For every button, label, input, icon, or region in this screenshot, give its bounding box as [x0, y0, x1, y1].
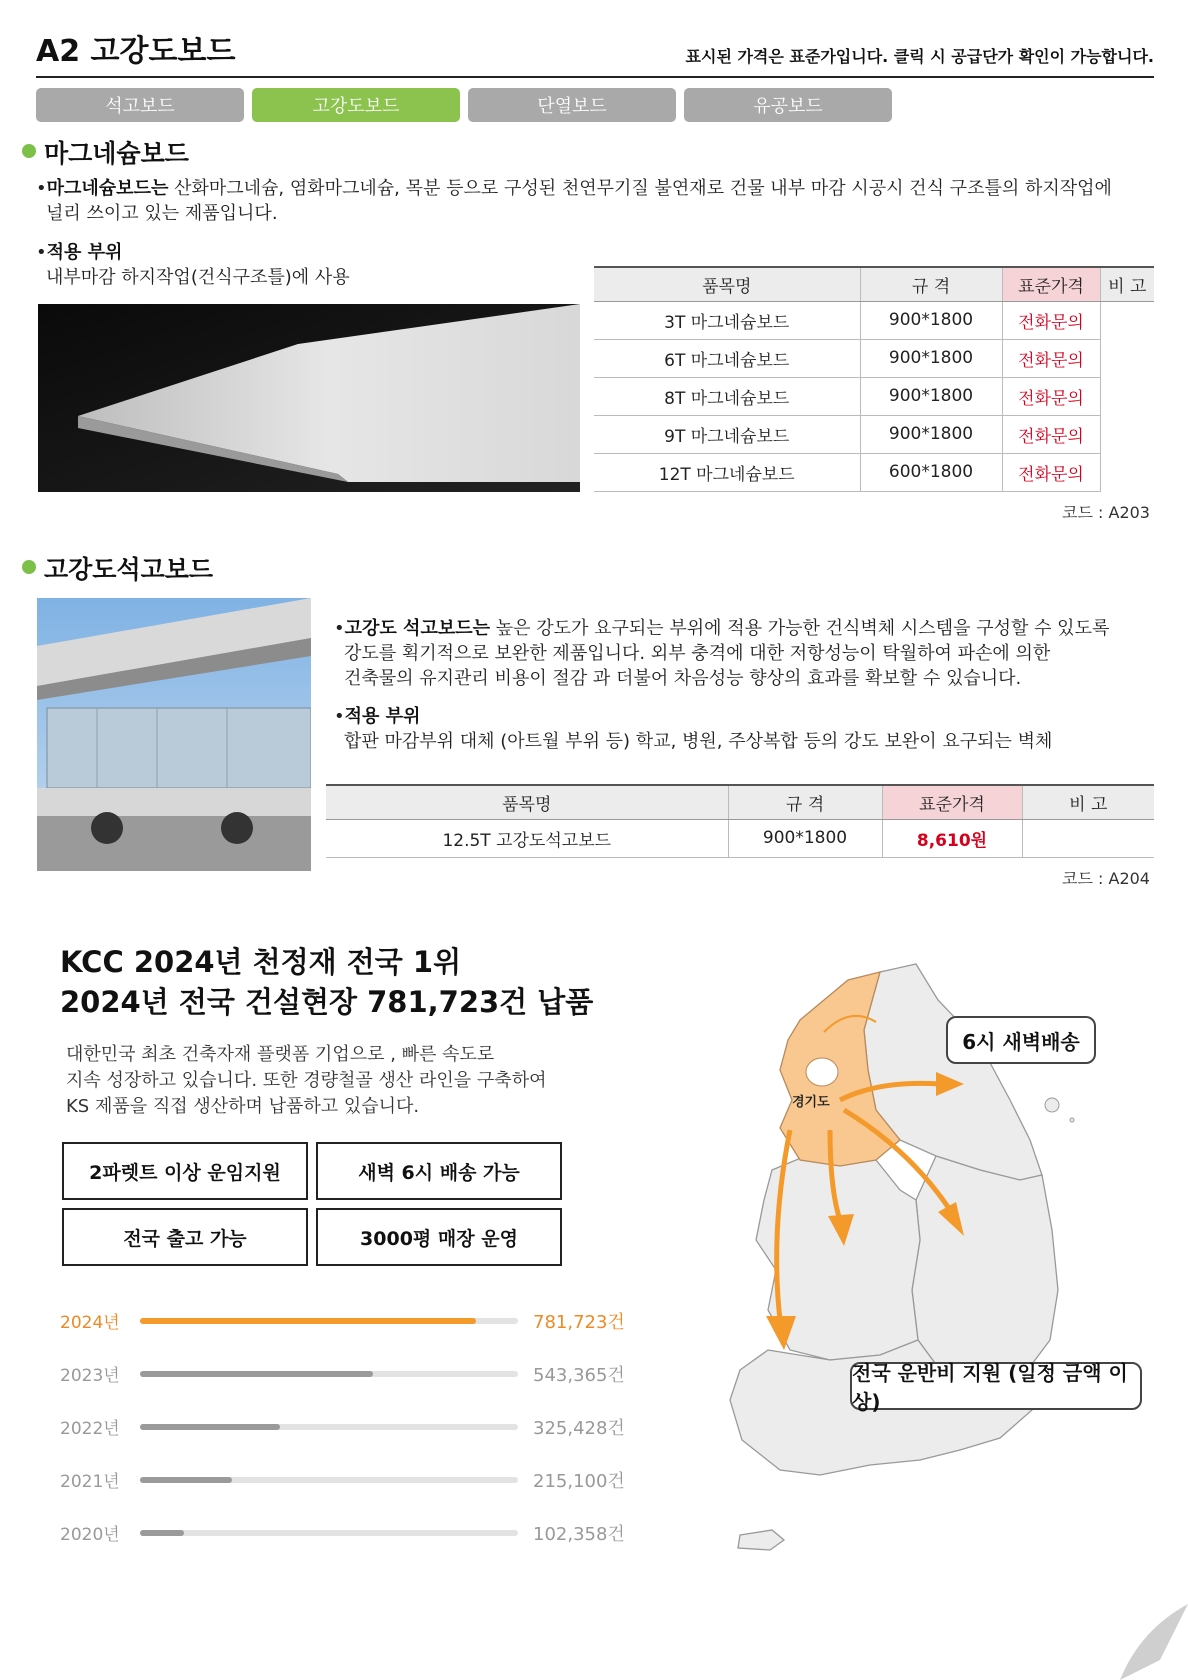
- product-size: 900*1800: [860, 339, 1002, 377]
- product-size: 900*1800: [860, 301, 1002, 339]
- product-name: 12T 마그네슘보드: [594, 453, 860, 491]
- table-header-row: [326, 785, 1154, 819]
- stat-year: 2023년: [60, 1366, 120, 1386]
- magnesium-description: •마그네슘보드는 산화마그네슘, 염화마그네슘, 목분 등으로 구성된 천연무기질 불연재로 건물 내부 마감 시공시 건식 구조틀의 하지작업에 널리 쓰이고 있는 제품입니다.: [36, 178, 1112, 224]
- product-name: 8T 마그네슘보드: [594, 377, 860, 415]
- product-price[interactable]: 전화문의: [1002, 415, 1100, 453]
- section-title-magnesium: 마그네슘보드: [44, 139, 189, 168]
- product-size: 900*1800: [860, 415, 1002, 453]
- kcc-body: [66, 1042, 546, 1120]
- product-size: 900*1800: [860, 377, 1002, 415]
- gypsum-desc-line3: 건축물의 유지관리 비용이 절감 과 더불어 차음성능 향상의 효과를 확보할 수 있습니다.: [344, 668, 1022, 689]
- tab-insulation-board[interactable]: 단열보드: [468, 88, 676, 122]
- stat-bar-track: [140, 1477, 518, 1483]
- stat-value: 543,365건: [533, 1365, 625, 1386]
- section-title-high-strength-gypsum: 고강도석고보드: [44, 555, 214, 584]
- product-code-a204: 코드 : A204: [1062, 869, 1150, 888]
- feature-freight-support: 2파렛트 이상 운임지원: [62, 1142, 308, 1200]
- gypsum-desc-bold: 고강도 석고보드는: [344, 618, 490, 639]
- stat-value: 215,100건: [533, 1471, 625, 1492]
- product-price[interactable]: 8,610원: [882, 819, 1022, 857]
- magnesium-apply: •적용 부위 내부마감 하지작업(건식구조틀)에 사용: [36, 242, 350, 288]
- table-header-row: [594, 267, 1154, 301]
- magnesium-price-table: [594, 266, 1154, 492]
- product-price[interactable]: 전화문의: [1002, 377, 1100, 415]
- stat-value: 102,358건: [533, 1524, 625, 1545]
- product-name: 12.5T 고강도석고보드: [326, 819, 728, 857]
- magnesium-apply-label: 적용 부위: [46, 242, 123, 263]
- stat-value: 781,723건: [533, 1312, 625, 1333]
- product-size: 600*1800: [860, 453, 1002, 491]
- stat-bar-fill: [140, 1477, 232, 1483]
- kcc-body-line2: 지속 성장하고 있습니다. 또한 경량철골 생산 라인을 구축하여: [66, 1070, 547, 1091]
- stat-bar-fill: [140, 1530, 184, 1536]
- feature-dawn-delivery: 새벽 6시 배송 가능: [316, 1142, 562, 1200]
- col-header-note: 비 고: [1022, 785, 1154, 819]
- col-header-note: 비 고: [1100, 267, 1154, 301]
- kcc-body-line3: KS 제품을 직접 생산하며 납품하고 있습니다.: [66, 1096, 420, 1117]
- gypsum-apply-text: 합판 마감부위 대체 (아트월 부위 등) 학교, 병원, 주상복합 등의 강도 보완이 요구되는 벽체: [344, 731, 1053, 752]
- product-size: 900*1800: [728, 819, 882, 857]
- callout-shipping-support: 전국 운반비 지원 (일정 금액 이상): [850, 1362, 1142, 1410]
- col-header-size: 규 격: [860, 267, 1002, 301]
- kcc-headline-1: KCC 2024년 천정재 전국 1위: [60, 945, 462, 979]
- product-code-a203: 코드 : A203: [1062, 503, 1150, 522]
- kcc-headline-2: 2024년 전국 건설현장 781,723건 납품: [60, 985, 594, 1019]
- magnesium-board-photo: [38, 304, 580, 492]
- gypsum-price-table: [326, 784, 1154, 858]
- gypsum-apply: •적용 부위 합판 마감부위 대체 (아트월 부위 등) 학교, 병원, 주상복합 등의 강도 보완이 요구되는 벽체: [334, 706, 1053, 752]
- stat-bar-fill: [140, 1371, 373, 1377]
- callout-dawn-delivery: 6시 새벽배송: [946, 1016, 1096, 1064]
- table-row[interactable]: [594, 301, 1154, 339]
- magnesium-desc-bold: 마그네슘보드는: [46, 178, 169, 199]
- table-row[interactable]: [594, 377, 1154, 415]
- stat-bar-fill: [140, 1424, 280, 1430]
- stat-year: 2022년: [60, 1419, 120, 1439]
- page-title: A2 고강도보드: [36, 34, 236, 69]
- feature-nationwide-shipping: 전국 출고 가능: [62, 1208, 308, 1266]
- table-row[interactable]: [594, 415, 1154, 453]
- tab-perforated-board[interactable]: 유공보드: [684, 88, 892, 122]
- magnesium-apply-text: 내부마감 하지작업(건식구조틀)에 사용: [46, 267, 350, 288]
- stat-year: 2024년: [60, 1313, 120, 1333]
- magnesium-desc-line2: 널리 쓰이고 있는 제품입니다.: [46, 203, 278, 224]
- product-name: 6T 마그네슘보드: [594, 339, 860, 377]
- table-row[interactable]: [594, 453, 1154, 491]
- gypsum-description: •고강도 석고보드는 높은 강도가 요구되는 부위에 적용 가능한 건식벽체 시스템을 구성할 수 있도록 강도를 획기적으로 보완한 제품입니다. 외부 충격에 대한 저항성능이 탁월하여 파손에 의한 건축물의 유지관리 비용이 절감 과 더불어 차음성능 향상의 효과를 확보할 수 있습니다.: [334, 618, 1110, 689]
- col-header-name: 품목명: [594, 267, 860, 301]
- stat-bar-track: [140, 1318, 518, 1324]
- stat-value: 325,428건: [533, 1418, 625, 1439]
- gypsum-desc-line1: 높은 강도가 요구되는 부위에 적용 가능한 건식벽체 시스템을 구성할 수 있도록: [490, 618, 1110, 639]
- header-divider: [36, 76, 1154, 78]
- feature-showroom: 3000평 매장 운영: [316, 1208, 562, 1266]
- page-curl-icon: [1100, 1600, 1188, 1680]
- product-name: 3T 마그네슘보드: [594, 301, 860, 339]
- col-header-price: 표준가격: [882, 785, 1022, 819]
- stat-bar-fill: [140, 1318, 476, 1324]
- gypsum-apply-label: 적용 부위: [344, 706, 421, 727]
- stat-bar-track: [140, 1371, 518, 1377]
- product-note: [1100, 301, 1154, 491]
- product-note: [1022, 819, 1154, 857]
- table-row[interactable]: [326, 819, 1154, 857]
- price-notice: 표시된 가격은 표준가입니다. 클릭 시 공급단가 확인이 가능합니다.: [685, 47, 1154, 66]
- delivery-truck-photo: [37, 598, 311, 871]
- section-bullet-icon: [22, 144, 36, 158]
- stat-year: 2021년: [60, 1472, 120, 1492]
- col-header-size: 규 격: [728, 785, 882, 819]
- stat-bar-track: [140, 1530, 518, 1536]
- magnesium-desc-line1: 산화마그네슘, 염화마그네슘, 목분 등으로 구성된 천연무기질 불연재로 건물 내부 마감 시공시 건식 구조틀의 하지작업에: [168, 178, 1112, 199]
- stat-bar-track: [140, 1424, 518, 1430]
- table-row[interactable]: [594, 339, 1154, 377]
- product-name: 9T 마그네슘보드: [594, 415, 860, 453]
- product-price[interactable]: 전화문의: [1002, 301, 1100, 339]
- tab-gypsum-board[interactable]: 석고보드: [36, 88, 244, 122]
- section-bullet-icon: [22, 560, 36, 574]
- col-header-name: 품목명: [326, 785, 728, 819]
- kcc-body-line1: 대한민국 최초 건축자재 플랫폼 기업으로 , 빠른 속도로: [66, 1044, 495, 1065]
- product-price[interactable]: 전화문의: [1002, 453, 1100, 491]
- gypsum-desc-line2: 강도를 획기적으로 보완한 제품입니다. 외부 충격에 대한 저항성능이 탁월하여 파손에 의한: [344, 643, 1051, 664]
- stat-year: 2020년: [60, 1525, 120, 1545]
- col-header-price: 표준가격: [1002, 267, 1100, 301]
- product-price[interactable]: 전화문의: [1002, 339, 1100, 377]
- tab-high-strength-board[interactable]: 고강도보드: [252, 88, 460, 122]
- map-region-label: 경기도: [792, 1094, 830, 1109]
